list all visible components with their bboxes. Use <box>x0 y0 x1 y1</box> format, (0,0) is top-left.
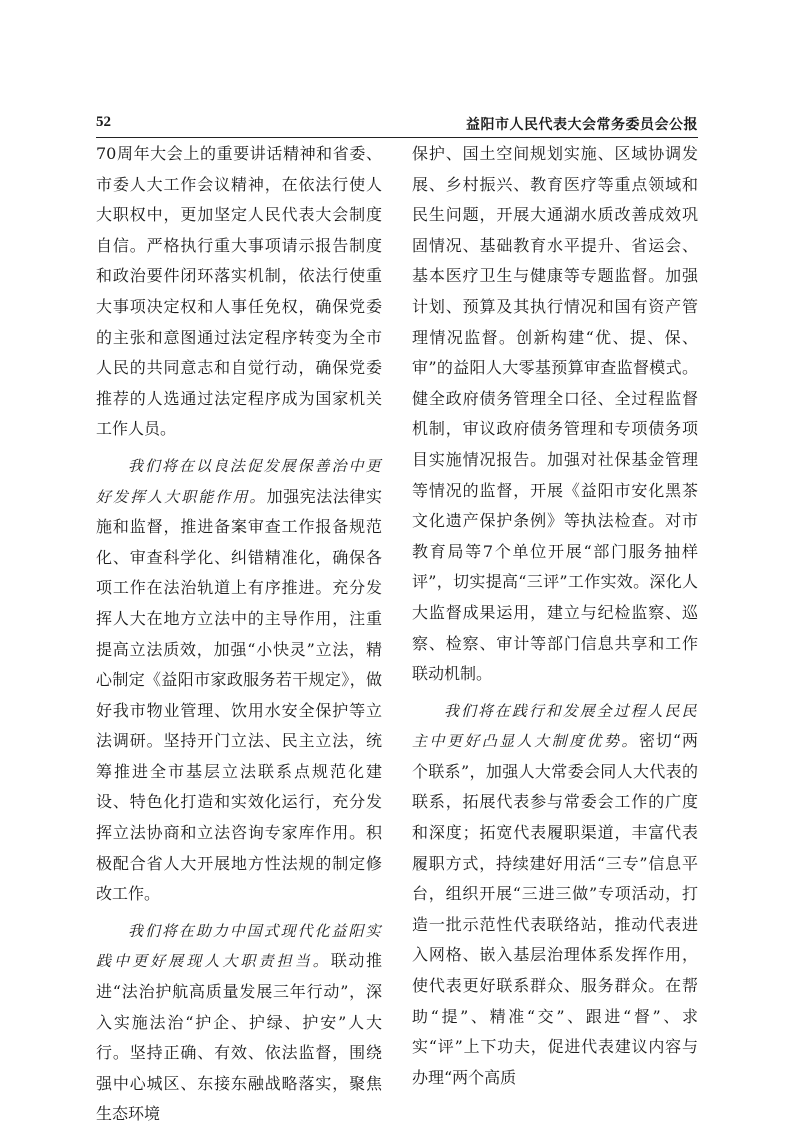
paragraph-lead: 我们将在以良法促发展保善治中更好发挥人大职能作用。 <box>96 456 382 506</box>
paragraph <box>96 916 382 1130</box>
right-column <box>412 139 698 1093</box>
journal-title: 益阳市人民代表大会常务委员会公报 <box>466 117 698 133</box>
page-header <box>96 114 698 136</box>
left-column <box>96 139 382 1130</box>
header-rule <box>96 137 698 138</box>
paragraph: 70周年大会上的重要讲话精神和省委、市委人大工作会议精神，在依法行使人大职权中，更加坚定人民代表大会制度自信。严格执行重大事项请示报告制度和政治要件闭环落实机制，依法行使重大事项决定权和人事任免权，确保党委的主张和意图通过法定程序转变为全市人民的共同意志和自觉行动，确保党委推荐的人选通过法定程序成为国家机关工作人员。 <box>96 144 382 439</box>
paragraph-body: 联动推进“法治护航高质量发展三年行动”，深入实施法治“护企、护绿、护安”人大行。坚持正确、有效、依法监督，围绕强中心城区、东接东融战略落实，聚焦生态环境 <box>96 951 382 1124</box>
paragraph-lead: 我们将在践行和发展全过程人民民主中更好凸显人大制度优势。 <box>412 701 698 751</box>
page-number: 52 <box>96 114 111 130</box>
paragraph: 保护、国土空间规划实施、区域协调发展、乡村振兴、教育医疗等重点领域和民生问题，开展大通湖水质改善成效巩固情况、基础教育水平提升、省运会、基本医疗卫生与健康等专题监督。加强计划、预算及其执行情况和国有资产管理情况监督。创新构建“优、提、保、审”的益阳人大零基预算审查监督模式。健全政府债务管理全口径、全过程监督机制，审议政府债务管理和专项债务项目实施情况报告。加强对社保基金管理等情况的监督，开展《益阳市安化黑茶文化遗产保护条例》等执法检查。对市教育局等7个单位开展“部门服务抽样评”，切实提高“三评”工作实效。深化人大监督成果运用，建立与纪检监察、巡察、检察、审计等部门信息共享和工作联动机制。 <box>412 144 698 684</box>
paragraph <box>412 696 698 1094</box>
paragraph <box>96 451 382 910</box>
paragraph-body: 加强宪法法律实施和监督，推进备案审查工作报备规范化、审查科学化、纠错精准化，确保各项工作在法治轨道上有序推进。充分发挥人大在地方立法中的主导作用，注重提高立法质效，加强“小快灵”立法，精心制定《益阳市家政服务若干规定》，做好我市物业管理、饮用水安全保护等立法调研。坚持开门立法、民主立法，统筹推进全市基层立法联系点规范化建设、特色化打造和实效化运行，充分发挥立法协商和立法咨询专家库作用。积极配合省人大开展地方性法规的制定修改工作。 <box>96 486 382 904</box>
paragraph-lead: 我们将在助力中国式现代化益阳实践中更好展现人大职责担当。 <box>96 921 382 971</box>
paragraph-body: 密切“两个联系”，加强人大常委会同人大代表的联系，拓展代表参与常委会工作的广度和深度；拓宽代表履职渠道，丰富代表履职方式，持续建好用活“三专”信息平台，组织开展“三进三做”专项活动，打造一批示范性代表联络站，推动代表进入网格、嵌入基层治理体系发挥作用，使代表更好联系群众、服务群众。在帮助“提”、精准“交”、跟进“督”、求实“评”上下功夫，促进代表建议内容与办理“两个高质 <box>412 731 698 1087</box>
